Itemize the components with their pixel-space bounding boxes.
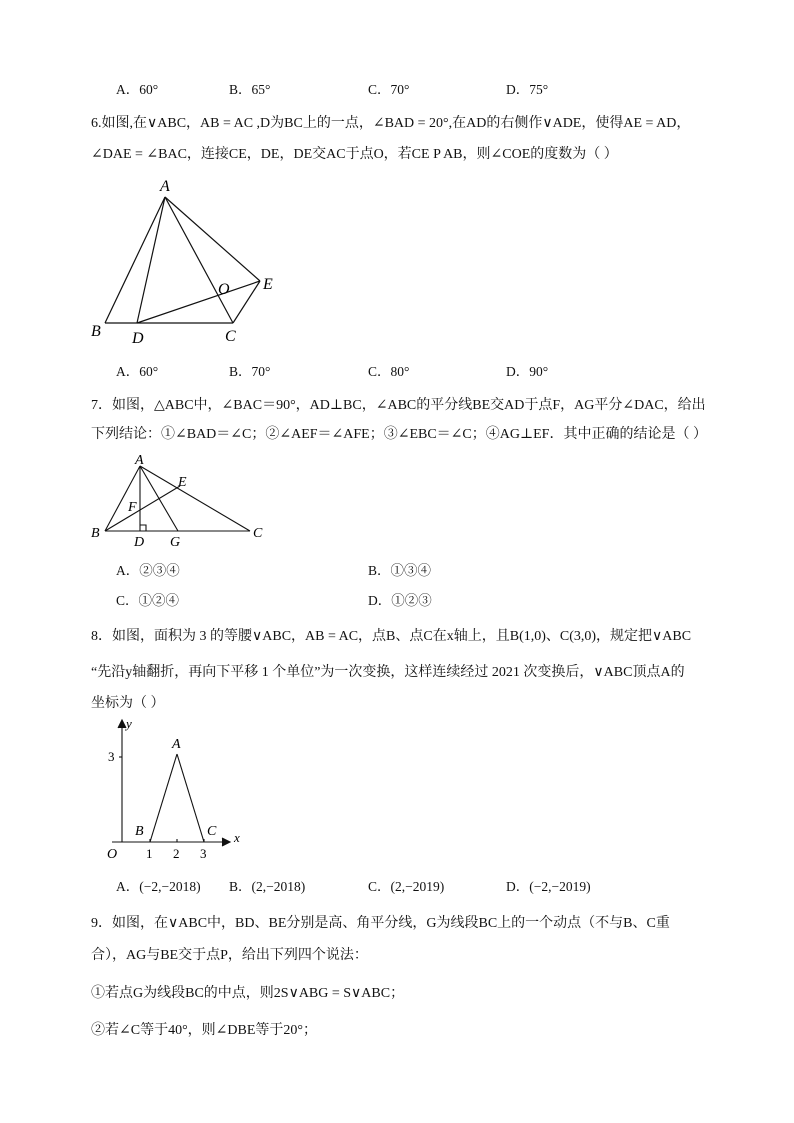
- q7-label-e: E: [178, 475, 187, 490]
- q8-stem-line-2: “先沿y轴翻折，再向下平移 1 个单位”为一次变换，这样连续经过 2021 次变换后，∨ABC顶点A的: [91, 665, 685, 680]
- q7-label-f: F: [128, 500, 137, 515]
- q9-statement-2: ②若∠C等于40°，则∠DBE等于20°；: [91, 1023, 317, 1038]
- q8-option-a: A．(−2,−2018): [116, 879, 201, 894]
- q8-stem-line-3: 坐标为（ ）: [91, 696, 165, 711]
- q8-option-d: D．(−2,−2019): [506, 879, 591, 894]
- q7-label-g: G: [170, 535, 181, 550]
- q8-label-c: C: [207, 824, 217, 839]
- q8-label-b: B: [135, 824, 144, 839]
- q8-label-y: y: [126, 716, 132, 731]
- q5-option-c: C．70°: [368, 82, 410, 97]
- q8-tick-y-3: 3: [108, 749, 115, 764]
- q7-option-b: B．①③④: [368, 563, 432, 578]
- q6-label-o: O: [218, 281, 230, 298]
- q8-tick-x-2: 2: [173, 846, 180, 861]
- q9-statement-1: ①若点G为线段BC的中点，则2S∨ABG = S∨ABC；: [91, 986, 405, 1001]
- q7-stem-line-1: 7．如图，△ABC中，∠BAC＝90°，AD⊥BC，∠ABC的平分线BE交AD于点F，AG平分∠DAC，给出: [91, 398, 706, 413]
- q6-label-e: E: [263, 276, 273, 293]
- q9-stem-line-2: 合），AG与BE交于点P，给出下列四个说法：: [91, 948, 368, 963]
- q7-stem-line-2: 下列结论：①∠BAD＝∠C；②∠AEF＝∠AFE；③∠EBC＝∠C；④AG⊥EF．其中正确的结论是（ ）: [91, 427, 707, 442]
- q6-stem-line-2: ∠DAE = ∠BAC，连接CE，DE，DE交AC于点O，若CE P AB，则∠COE的度数为（ ）: [91, 147, 618, 162]
- q7-option-d: D．①②③: [368, 593, 432, 608]
- q7-option-a: A．②③④: [116, 563, 180, 578]
- q6-figure: [85, 175, 295, 350]
- q6-label-a: A: [160, 178, 170, 195]
- q6-stem-line-1: 6.如图,在∨ABC，AB = AC ,D为BC上的一点，∠BAD = 20°,在AD的右侧作∨ADE，使得AE = AD，: [91, 116, 691, 131]
- q8-label-a: A: [172, 737, 181, 752]
- q6-label-c: C: [225, 328, 236, 345]
- q9-stem-line-1: 9．如图，在∨ABC中，BD、BE分别是高、角平分线，G为线段BC上的一个动点（不与B、C重: [91, 916, 670, 931]
- q6-option-c: C．80°: [368, 364, 410, 379]
- q8-tick-x-1: 1: [146, 846, 153, 861]
- q8-label-x: x: [234, 830, 240, 845]
- q8-figure: [100, 712, 260, 867]
- q8-label-o: O: [107, 847, 118, 862]
- q7-label-d: D: [134, 535, 145, 550]
- q6-label-d: D: [132, 330, 144, 347]
- q7-figure: [85, 450, 275, 550]
- q8-option-c: C．(2,−2019): [368, 879, 445, 894]
- q5-option-d: D．75°: [506, 82, 549, 97]
- q7-label-a: A: [135, 453, 144, 468]
- q6-option-b: B．70°: [229, 364, 271, 379]
- q6-figure-lines: [105, 197, 260, 323]
- q8-triangle: [150, 754, 204, 842]
- q5-option-b: B．65°: [229, 82, 271, 97]
- q6-option-a: A．60°: [116, 364, 159, 379]
- q8-option-b: B．(2,−2018): [229, 879, 306, 894]
- q8-stem-line-1: 8．如图，面积为 3 的等腰∨ABC，AB = AC，点B、点C在x轴上，且B(1,0)、C(3,0)，规定把∨ABC: [91, 629, 692, 644]
- q5-option-a: A．60°: [116, 82, 159, 97]
- q6-option-d: D．90°: [506, 364, 549, 379]
- q7-label-c: C: [253, 526, 263, 541]
- q7-label-b: B: [91, 526, 100, 541]
- q6-label-b: B: [91, 323, 101, 340]
- q7-option-c: C．①②④: [116, 593, 180, 608]
- q8-tick-x-3: 3: [200, 846, 207, 861]
